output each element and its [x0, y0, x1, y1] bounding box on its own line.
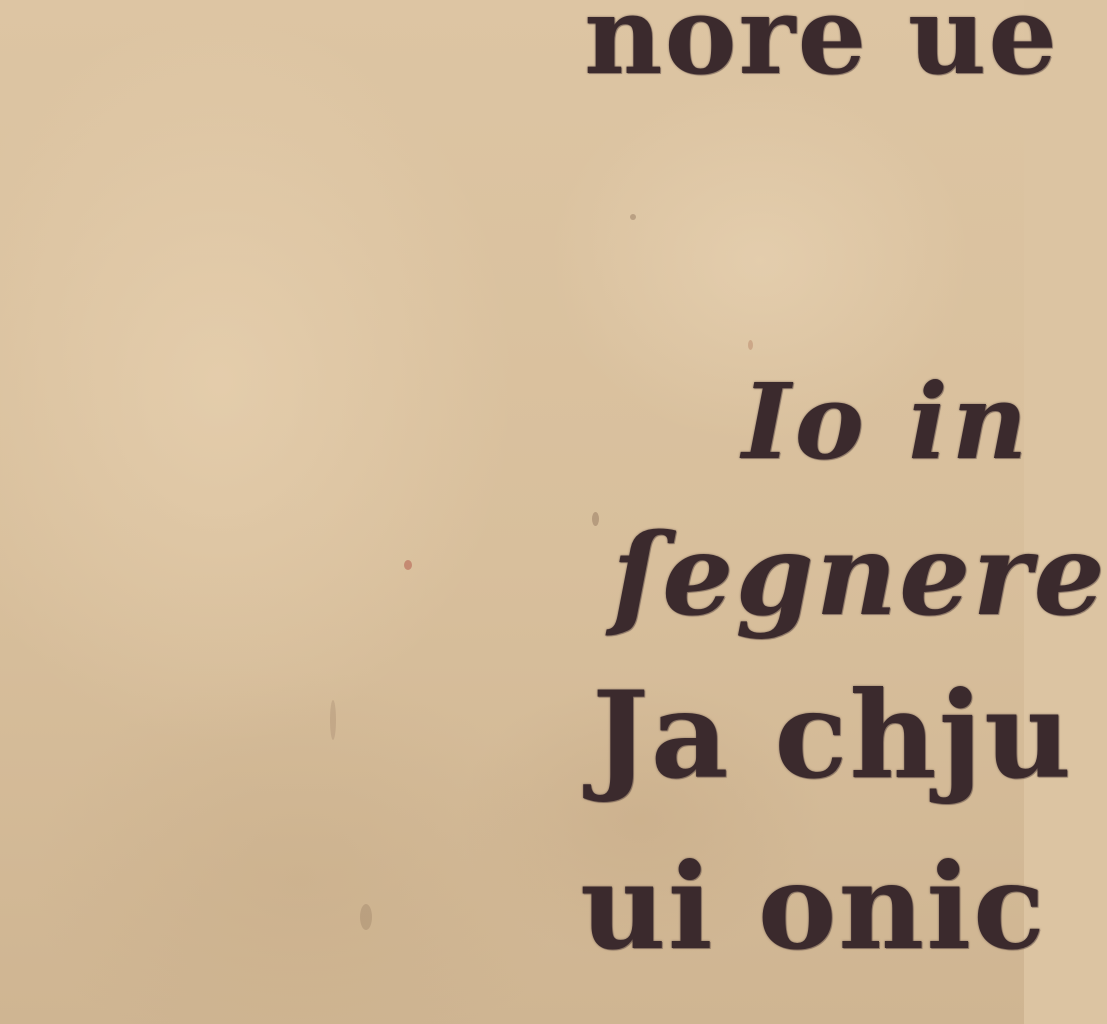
text-line-2: Io in: [742, 360, 1032, 483]
ink-speck: [360, 904, 372, 930]
ink-speck: [404, 560, 412, 570]
text-line-3: ſegnere: [612, 510, 1107, 641]
text-line-4: Ja chju: [592, 665, 1074, 806]
ink-speck: [330, 700, 336, 740]
ink-speck: [592, 512, 599, 526]
text-line-5: ui onic: [580, 837, 1047, 976]
ink-speck: [630, 214, 636, 220]
ink-speck: [748, 340, 753, 350]
text-line-1: nore ue: [584, 0, 1060, 99]
